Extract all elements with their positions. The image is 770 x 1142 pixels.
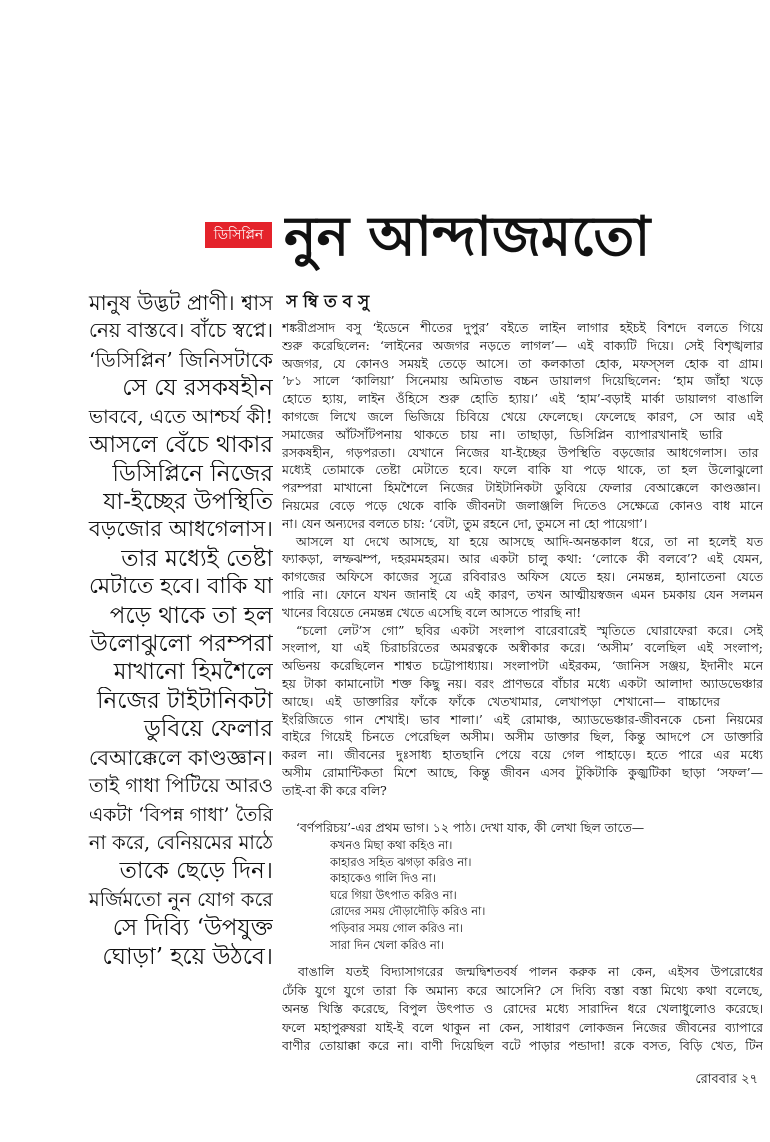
body-line: সমাজের আঁটসাঁটপনায় থাকতে চায় না। তাছাড়া, ডিসিপ্লিন ব্যাপারখানাই ভারি [282,426,723,442]
body-line: বাণীর তোয়াক্কা করে না। বাণী দিয়েছিল বটে পাড়ার পন্ডাদা! রকে বসত, বিড়ি খেত, টিন [282,1038,763,1054]
quote-list-item: কাহাকেও গালি দিও না। [330,872,436,886]
pull-quote-line: ডুবিয়ে ফেলার [143,716,273,743]
body-line: শুরু করেছিলেন: ‘লাইনের অজগর নড়তে লাগল’— এই বাক্যটি দিয়ে। সেই বিশৃঙ্খলার [282,337,763,353]
paragraph [282,622,763,800]
body-line: অজগর, যে কোনও সময়ই তেড়ে আসে। তা কলকাতা হোক, মফস্সল হোক বা গ্রাম। [282,355,763,371]
body-line: ফ্যাকড়া, লম্ফঝম্প, দহরমমহরম। আর একটা চালু কথা: ‘লোকে কী বলবে’? এই যেমন, [282,551,763,567]
body-line: আছে। এই ডাক্তারির ফাঁকে ফাঁকে খেতখামার, লেখাপড়া শেখানো— বাচ্চাদের [282,693,720,709]
body-line: পারি না। ফোনে যখন জানাই যে এই কারণ, তখন আত্মীয়স্বজন এমন চমকায় যেন সলমন [282,586,763,602]
paragraph [282,319,763,533]
pull-quote-line: সে যে রসকষহীন [122,375,273,402]
body-line: ঢেঁকি যুগে যুগে তারা কি অমান্য করে আসেনি? সে দিব্যি বস্তা বস্তা মিথ্যে কথা বলেছে, [282,982,763,998]
page-footer [695,1070,758,1090]
body-line: কাগজের অফিসে কাজের সূত্রে রবিবারও অফিস যেতে হয়। নেমন্তন্ন, হ্যানাতেনা যেতে [282,569,763,585]
body-line: নিয়মের বেড়ে পড়ে থেকে বাকি জীবনটা জলাঞ্জলি দিতেও সেক্ষেত্রে কোনও বাধ মানে [282,497,763,513]
body-line: অনন্ত খিস্তি করেছে, বিপুল উৎপাত ও রোদের মধ্যে সারাদিন ধরে খেলাধুলোও করেছে। [282,1001,763,1017]
pull-quote-line: আসলে বেঁচে থাকার [89,432,273,459]
body-line: হয় টাকা কামানোটা শক্ত কিছু নয়। বরং প্রাণভরে বাঁচার মধ্যে একটা আলাদা অ্যাডভেঞ্চার [282,675,763,691]
body-line: ফলে মহাপুরুষরা যাই-ই বলে থাকুন না কেন, সাধারণ লোকজন নিজের জীবনের ব্যাপারে [282,1019,763,1035]
body-line: পরম্পরা মাখানো হিমশৈলে নিজের টাইটানিকটা ডুবিয়ে ফেলার বেআক্কেলে কাণ্ডজ্ঞান। [282,480,761,496]
paragraph [282,533,763,622]
byline: স ম্বি ত ব সু [286,292,370,312]
pull-quote-line: সে দিব্যি ‘উপযুক্ত [112,915,273,942]
body-line: অসীম রোমান্টিকতা মিশে আছে, কিন্তু জীবন এসব টুকিটাকি কুজ্ঝটিকা ছাড়া ‘সফল’— [282,764,763,780]
magazine-name: রোববার [695,1072,737,1087]
quote-list-item: সারা দিন খেলা করিও না। [330,938,444,952]
pull-quote-line: উলোঝুলো পরম্পরা [90,631,273,658]
pull-quote-line: মর্জিমতো নুন যোগ করে [88,887,273,911]
body-line: না। যেন অন্যদের বলতে চায়: ‘বেটা, তুম রহনে দো, তুমসে না হো পায়েগা’। [282,515,648,531]
body-line: হোতে হ্যায়, লাইন ওঁহিসে শুরু হোতি হ্যায়।’ এই ‘হাম’-বড়াই মার্কা ডায়ালগ বাঙালি [282,391,763,407]
pull-quote-line: ভাববে, এতে আশ্চর্য কী! [88,405,273,428]
body-line: রসকষহীন, গড়পরতা। যেখানে নিজের যা-ইচ্ছের উপস্থিতি বড়জোর আধগেলাস। তার [282,444,759,460]
pull-quote-line: মানুষ উদ্ভট প্রাণী। শ্বাস [89,291,273,315]
pull-quote-line: একটা ‘বিপন্ন গাধা’ তৈরি [88,803,273,826]
body-line: আসলে যা দেখে আসছে, যা হয়ে আসছে আদি-অনন্তকাল ধরে, তা না হলেই যত [296,533,763,549]
pull-quote-line: ঘোড়া’ হয়ে উঠবে। [102,943,273,970]
paragraph [282,963,763,1056]
pull-quote-line: মাখানো হিমশৈলে [113,659,273,686]
quote-intro-block [282,819,763,837]
body-line: বাইরে গিয়েই চিনতে পেরেছিল অসীম। অসীম ডাক্তার ছিল, কিন্তু আদপে সে ডাক্তারি [282,729,763,745]
section-tag: ডিসিপ্লিন [205,222,272,248]
quote-list-item: কখনও মিছা কথা কহিও না। [330,839,453,852]
pull-quote-line: ডিসিপ্লিনে নিজের [112,460,273,487]
quote-intro: ‘বর্ণপরিচয়’-এর প্রথম ভাগ। ১২ পাঠ। দেখা যাক, কী লেখা ছিল তাতে— [296,820,645,835]
body-line: সংলাপ, যা এই চিরাচরিতের অমরত্বকে অস্বীকার করে। ‘অসীম’ বলেছিল এই সংলাপ; [282,640,763,656]
body-line: খানের বিয়েতে নেমন্তন্ন খেতে এসেছি বলে আসতে পারছি না! [282,604,582,620]
pull-quote-line: তাকে ছেড়ে দিন। [119,858,273,885]
body-line: অভিনয় করেছিলেন শাশ্বত চট্টোপাধ্যায়। সংলাপটা এইরকম, ‘জানিস সঞ্জয়, ইদানীং মনে [282,658,763,674]
quote-list-item: রোদের সময় দৌড়াদৌড়ি করিও না। [330,905,486,919]
body-line: শঙ্করীপ্রসাদ বসু ‘ইডেনে শীতের দুপুর’ বইতে লাইন লাগার হইচই বিশদে বলতে গিয়ে [282,320,763,335]
headline: নুন আন্দাজমতো [284,204,651,268]
body-line: তাই-বা কী করে বলি? [282,782,387,798]
pull-quote-line: বড়জোর আধগেলাস। [88,517,273,543]
body-line: মধ্যেই তোমাকে তেষ্টা মেটাতে হবে। ফলে বাকি যা পড়ে থাকে, তা হল উলোঝুলো [282,462,763,478]
body-line: “চলো লেট’স গো” ছবির একটা সংলাপ বারেবারেই স্মৃতিতে ঘোরাফেরা করে। সেই [296,622,763,638]
page-number: ২৭ [741,1072,758,1087]
pull-quote-line: তার মধ্যেই তেষ্টা [121,545,273,572]
pull-quote-line: পড়ে থাকে তা হল [109,602,273,629]
quote-list-item: কাহারও সহিত ঝগড়া করিও না। [330,855,472,869]
quote-list-item: পড়িবার সময় গোল করিও না। [330,921,463,935]
pull-quote-line: বেআক্কেলে কাণ্ডজ্ঞান। [88,745,273,770]
quote-list [330,838,590,954]
pull-quote-line: ‘ডিসিপ্লিন’ জিনিসটাকে [88,347,273,372]
pull-quote-line: মেটাতে হবে। বাকি যা [89,574,273,600]
pull-quote-line: না করে, বেনিয়মের মাঠে [88,831,273,855]
body-line: ইংরিজিতে গান শেখাই। ভাব শালা।’ এই রোমাঞ্চ, অ্যাডভেঞ্চার-জীবনকে চেনা নিয়মের [282,711,763,727]
body-line: কাগজে লিখে জলে ভিজিয়ে চিবিয়ে খেয়ে ফেলেছে। ফেলেছে কারণ, সে আর এই [282,408,763,424]
body-line: ’৮১ সালে ‘কালিয়া’ সিনেমায় অমিতাভ বচ্চন ডায়ালগ দিয়েছিলেন: ‘হাম জাঁহা খড়ে [282,373,763,389]
article-body [282,319,763,800]
quote-list-item: ঘরে গিয়া উৎপাত করিও না। [330,888,457,902]
body-line: বাঙালি যতই বিদ্যাসাগরের জন্মদ্বিশতবর্ষ পালন করুক না কেন, এইসব উপরোধের [298,964,763,979]
pull-quote-line: যা-ইচ্ছের উপস্থিতি [103,488,273,515]
pull-quote [86,289,273,971]
pull-quote-line: নিজের টাইটানিকটা [96,687,273,714]
pull-quote-line: নেয় বাস্তবে। বাঁচে স্বপ্নে। [88,319,273,343]
body-line: করল না। জীবনের দুঃসাধ্য হাতছানি পেয়ে বয়ে গেল পাহাড়ে। হতে পারে এর মধ্যে [282,747,763,763]
pull-quote-line: তাই গাধা পিটিয়ে আরও [89,774,273,798]
